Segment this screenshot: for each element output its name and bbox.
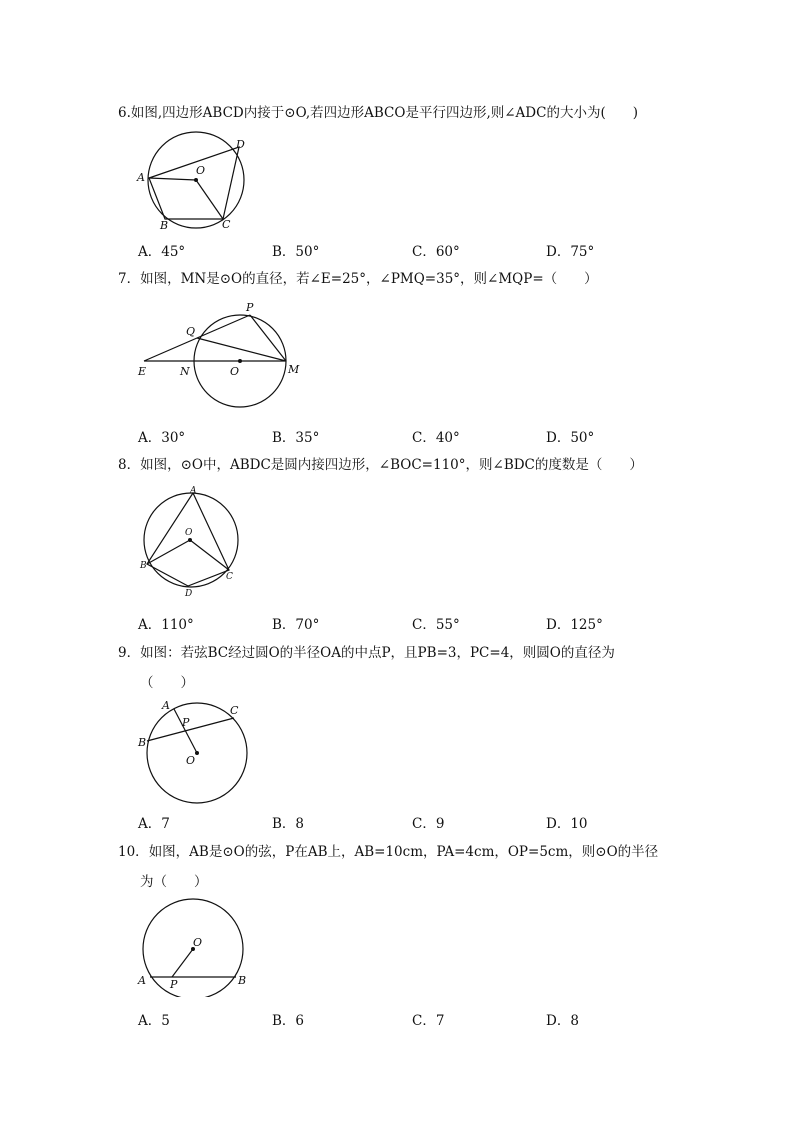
question-text: 为（ ）: [140, 874, 208, 890]
question-10-stem-continued: [140, 867, 710, 897]
option-d[interactable]: D．50°: [546, 430, 595, 446]
question-9-stem-continued: [140, 668, 710, 698]
question-6-figure: [130, 128, 260, 236]
option-d[interactable]: D．75°: [546, 244, 595, 260]
label-b: B: [238, 974, 247, 987]
question-number: 8．: [118, 457, 141, 473]
label-b: B: [160, 219, 169, 232]
question-8-stem: [118, 450, 688, 480]
question-number: 9．: [118, 645, 141, 661]
option-b[interactable]: B．6: [272, 1013, 305, 1029]
option-c[interactable]: C．55°: [412, 617, 460, 633]
question-text: 如图,四边形ABCD内接于⊙O,若四边形ABCO是平行四边形,则∠ADC的大小为( ): [130, 105, 638, 121]
label-q: Q: [186, 325, 196, 338]
question-text: 如图，AB是⊙O的弦，P在AB上，AB=10cm，PA=4cm，OP=5cm，则⊙O的半径: [148, 844, 659, 860]
option-c[interactable]: C．7: [412, 1013, 445, 1029]
option-d[interactable]: D．10: [546, 816, 588, 832]
question-9-figure: [132, 698, 252, 806]
label-o: O: [196, 164, 206, 177]
option-a[interactable]: A．110°: [138, 617, 194, 633]
label-e: E: [138, 365, 147, 378]
question-text: 如图，MN是⊙O的直径，若∠E=25°，∠PMQ=35°，则∠MQP=（ ）: [140, 271, 598, 287]
option-d[interactable]: D．125°: [546, 617, 603, 633]
label-a: A: [190, 486, 197, 496]
label-o: O: [186, 754, 196, 767]
question-8-figure: [134, 484, 254, 599]
label-c: C: [230, 704, 239, 717]
question-text: 如图：若弦BC经过圆O的半径OA的中点P，且PB=3，PC=4，则圆O的直径为: [140, 645, 615, 661]
option-a[interactable]: A．7: [138, 816, 170, 832]
option-b[interactable]: B．35°: [272, 430, 320, 446]
question-6-stem: [118, 98, 688, 128]
label-o: O: [193, 936, 203, 949]
label-d: D: [236, 138, 245, 151]
option-a[interactable]: A．5: [138, 1013, 170, 1029]
label-m: M: [288, 363, 300, 376]
label-a: A: [138, 974, 146, 987]
label-a: A: [162, 699, 170, 712]
label-b: B: [140, 561, 147, 571]
question-number: 6.: [118, 105, 131, 121]
label-o: O: [185, 528, 193, 538]
option-c[interactable]: C．9: [412, 816, 445, 832]
option-c[interactable]: C．60°: [412, 244, 460, 260]
question-10-stem: [118, 837, 688, 867]
label-b: B: [138, 736, 147, 749]
question-7-figure: [130, 298, 320, 413]
label-d: D: [185, 589, 193, 599]
option-a[interactable]: A．45°: [138, 244, 186, 260]
option-b[interactable]: B．70°: [272, 617, 320, 633]
option-b[interactable]: B．50°: [272, 244, 320, 260]
option-d[interactable]: D．8: [546, 1013, 579, 1029]
label-p: P: [182, 716, 190, 729]
question-number: 10．: [118, 844, 149, 860]
label-n: N: [180, 365, 190, 378]
question-10-figure: [132, 897, 257, 997]
question-9-stem: [118, 638, 688, 668]
label-c: C: [222, 218, 231, 231]
label-a: A: [137, 171, 145, 184]
question-text: 如图，⊙O中，ABDC是圆内接四边形，∠BOC=110°，则∠BDC的度数是（ ）: [140, 457, 643, 473]
label-o: O: [230, 365, 240, 378]
label-p: P: [246, 301, 254, 314]
question-7-stem: [118, 264, 688, 294]
option-b[interactable]: B．8: [272, 816, 305, 832]
option-c[interactable]: C．40°: [412, 430, 460, 446]
question-text: （ ）: [140, 675, 194, 691]
option-a[interactable]: A．30°: [138, 430, 186, 446]
question-number: 7．: [118, 271, 141, 287]
label-c: C: [226, 572, 233, 582]
label-p: P: [170, 978, 178, 991]
